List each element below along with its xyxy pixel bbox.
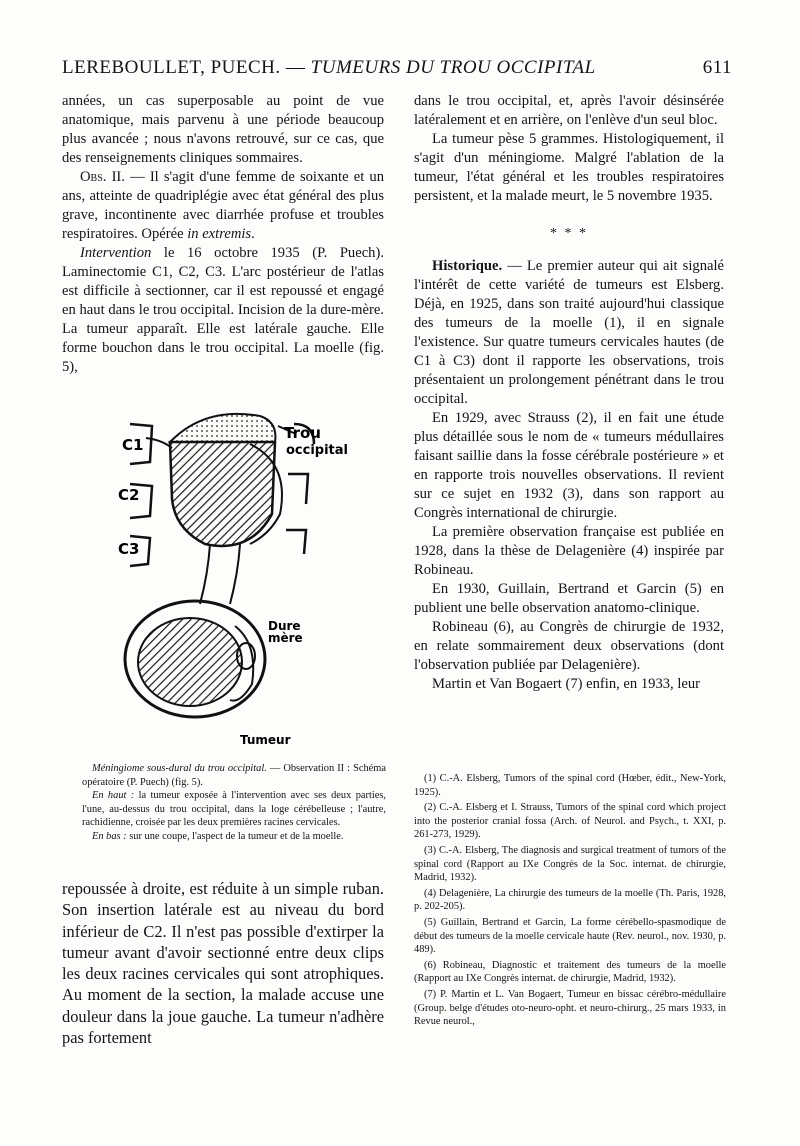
paragraph: repoussée à droite, est réduite à un simple ruban. Son insertion latérale est au niveau du bord inférieur de C2. Il n'est pas possible d'extirper la tumeur avant d'avoir sectionné entre deux clips les deux racines cervicales qui sont atrophiques. Au moment de la section, la malade accuse une douleur dans la joue gauche. La tumeur n'adhère pas fortement bbox=[62, 879, 384, 1048]
label-c3: C3 bbox=[118, 540, 140, 558]
footnote: (2) C.-A. Elsberg et I. Strauss, Tumors of the spinal cord which project into the posterior cranial fossa (Arch. of Neurol. and Psych., t. XXI, p. 261-273, 1929). bbox=[414, 802, 726, 841]
label-c1: C1 bbox=[122, 436, 144, 454]
header-authors: LEREBOULLET, PUECH. bbox=[62, 57, 281, 78]
footnote: (7) P. Martin et L. Van Bogaert, Tumeur en bissac cérébro-médullaire (Group. belge d'études oto-neuro-opht. et neuro-chirurg., 25 mars 1933, in Revue neurol., bbox=[414, 988, 726, 1028]
intervention-paragraph bbox=[62, 244, 384, 377]
label-trou: Trou bbox=[284, 424, 321, 442]
paragraph: dans le trou occipital, et, après l'avoir désinsérée latéralement et en arrière, on l'enlève d'un seul bloc. bbox=[414, 93, 724, 128]
observation-label: Obs. II. bbox=[80, 169, 125, 185]
header-separator: — bbox=[285, 57, 306, 78]
header-title: TUMEURS DU TROU OCCIPITAL bbox=[310, 57, 596, 78]
historique-label: Historique. bbox=[432, 258, 503, 274]
caption-haut-label: En haut : bbox=[92, 790, 135, 802]
paragraph: années, un cas superposable au point de vue anatomique, mais parvenu à une période beaucoup plus avancée ; nous n'avons retrouvé, sur ce cas, que des renseignements cliniques sommaires. bbox=[62, 93, 384, 166]
label-mere: mère bbox=[268, 631, 303, 645]
footnote: (1) C.-A. Elsberg, Tumors of the spinal cord (Hœber, édit., New-York, 1925). bbox=[414, 773, 726, 798]
figure-caption bbox=[82, 762, 386, 844]
caption-bas-label: En bas : bbox=[92, 830, 127, 842]
paragraph: La première observation française est publiée en 1928, dans la thèse de Delagenière (4) inspirée par Robineau. bbox=[414, 524, 724, 578]
paragraph: Robineau (6), au Congrès de chirurgie de 1932, en relate sommairement deux observations (dont l'observation publiée par Delagenière). bbox=[414, 619, 724, 673]
footnotes bbox=[414, 772, 726, 1031]
label-tumeur: Tumeur bbox=[240, 733, 291, 747]
label-dure: Dure bbox=[268, 619, 301, 633]
caption-bas-text: sur une coupe, l'aspect de la tumeur et de la moelle. bbox=[126, 830, 344, 842]
paragraph: En 1930, Guillain, Bertrand et Garcin (5) en publient une belle observation anatomo-clinique. bbox=[414, 581, 724, 616]
running-header bbox=[62, 57, 732, 79]
caption-haut-text: la tumeur exposée à l'intervention avec ses deux parties, l'une, au-dessus du trou occipital, dans la loge cérébelleuse ; l'autre, rachidienne, croisée par les deux premières racines cervicales. bbox=[82, 790, 386, 829]
figure-operative-diagram bbox=[100, 404, 380, 754]
intervention-text: le 16 octobre 1935 (P. Puech). Laminectomie C1, C2, C3. L'arc postérieur de l'atlas est difficile à sectionner, car il est repoussé et engagé en haut dans le trou occipital. Incision de la dure-mère. La tumeur apparaît. Elle est latérale gauche. Elle forme bouchon dans le trou occipital. La moelle (fig. 5), bbox=[62, 245, 384, 375]
cross-section-drawing bbox=[125, 601, 265, 717]
historique-paragraph bbox=[414, 257, 724, 409]
observation-end: . bbox=[251, 226, 255, 242]
left-column-bottom bbox=[62, 878, 384, 1048]
historique-text: — Le premier auteur qui ait signalé l'intérêt de cette variété de tumeurs est Elsberg. Déjà, en 1925, dans son traité aujourd'hui classique des tumeurs de la moelle (1), il en signale l'existence. Sur quatre tumeurs cervicales hautes (de C1 à C3) dont il rapporte les observations, trois présentaient un prolongement pénétrant dans le trou occipital. bbox=[414, 258, 724, 407]
footnote: (6) Robineau, Diagnostic et traitement des tumeurs de la moelle (Rapport au IXe Congrès internat. de chirurgie, Madrid, 1932). bbox=[414, 959, 726, 985]
observation-italic: in extremis bbox=[187, 226, 252, 242]
observation-paragraph bbox=[62, 168, 384, 244]
label-occipital: occipital bbox=[286, 443, 349, 458]
observation-text: — Il s'agit d'une femme de soixante et un ans, atteinte de quadriplégie avec état général des plus grave, incontinente avec diarrhée profuse et troubles respiratoires. Opérée bbox=[62, 169, 384, 242]
footnote: (3) C.-A. Elsberg, The diagnosis and surgical treatment of tumors of the spinal cord (Rapport au IXe Congrès de la Soc. internat. de chirurgie, Madrid, 1932). bbox=[414, 844, 726, 884]
paragraph: En 1929, avec Strauss (2), il en fait une étude plus détaillée sous le nom de « tumeurs médullaires faisant saillie dans la fosse cérébrale postérieure » et en rapporte trois nouvelles observations. Il revient sur ce sujet en 1932 (3), dans son rapport au Congrès international de chirurgie. bbox=[414, 410, 724, 521]
footnote: (4) Delagenière, La chirurgie des tumeurs de la moelle (Th. Paris, 1928, p. 202-205). bbox=[414, 887, 726, 913]
right-column bbox=[414, 92, 724, 694]
paragraph: La tumeur pèse 5 grammes. Histologiquement, il s'agit d'un méningiome. Malgré l'ablation de la tumeur, l'état général et les troubles respiratoires persistent, et la malade meurt, le 5 novembre 1935. bbox=[414, 131, 724, 204]
page-number: 611 bbox=[702, 57, 732, 78]
caption-title: Méningiome sous-dural du trou occipital. bbox=[92, 763, 267, 774]
label-c2: C2 bbox=[118, 486, 140, 504]
section-separator: * * * bbox=[550, 226, 588, 241]
caption-rest: — Observation II : Schéma opératoire (P. Puech) (fig. 5). bbox=[82, 763, 386, 788]
paragraph: Martin et Van Bogaert (7) enfin, en 1933, leur bbox=[432, 676, 701, 692]
left-column-top bbox=[62, 92, 384, 377]
footnote: (5) Guillain, Bertrand et Garcin, La forme cérébello-spasmodique de début des tumeurs de la moelle cervicale haute (Rev. neurol., nov. 1930, p. 489). bbox=[414, 916, 726, 956]
intervention-label: Intervention bbox=[80, 245, 152, 261]
